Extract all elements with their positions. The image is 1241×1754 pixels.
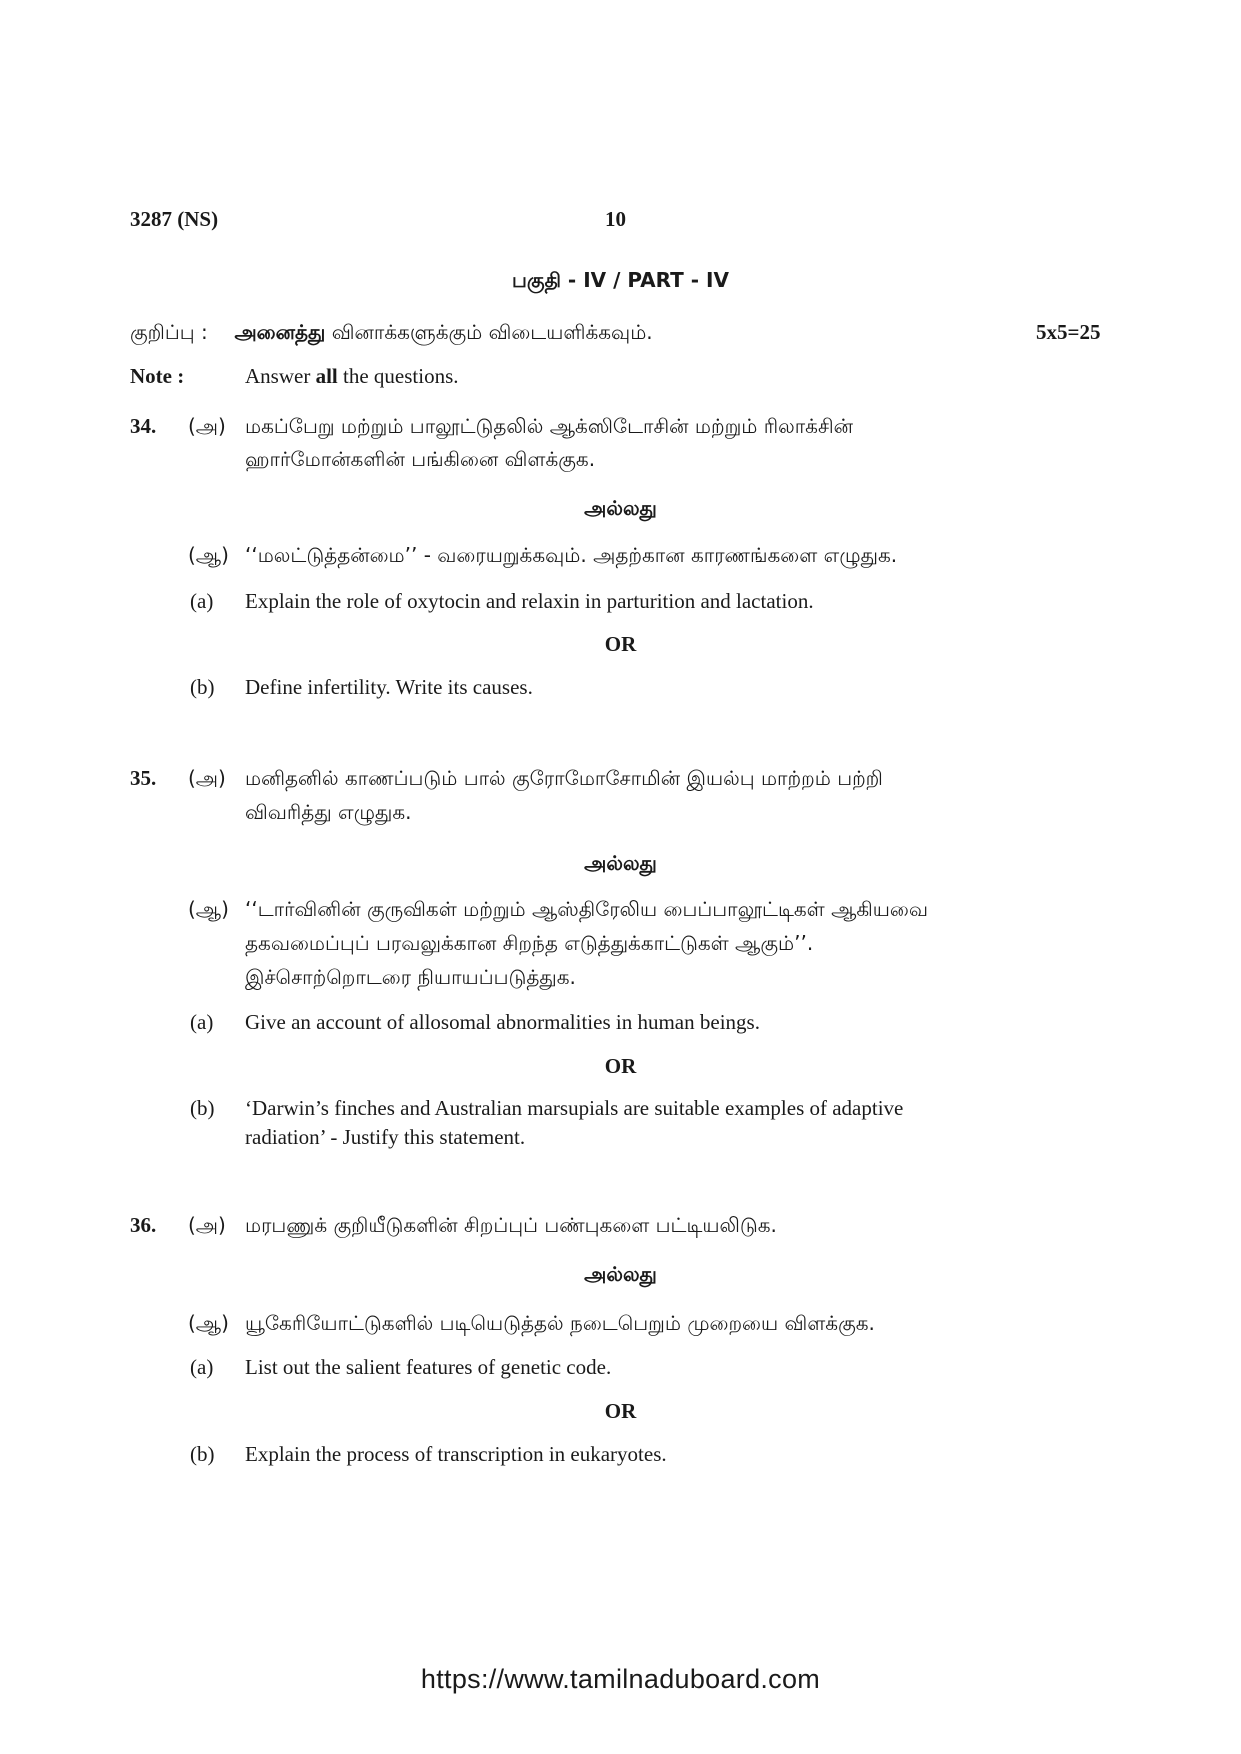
q34-a-label: (a) bbox=[190, 589, 214, 613]
part-title: பகுதி - IV / PART - IV bbox=[512, 268, 729, 292]
q35-tamil-b-line3: இச்சொற்றொடரை நியாயப்படுத்துக. bbox=[245, 965, 576, 989]
note-tamil-text: வினாக்களுக்கும் விடையளிக்கவும். bbox=[331, 320, 653, 344]
q36-a-text: List out the salient features of genetic code. bbox=[245, 1355, 612, 1379]
q35-or-tamil: அல்லது bbox=[584, 851, 657, 875]
paper-code: 3287 (NS) bbox=[130, 207, 219, 231]
q36-tamil-a-text: மரபணுக் குறியீடுகளின் சிறப்புப் பண்புகளை பட்டியலிடுக. bbox=[245, 1213, 777, 1237]
note-tamil-bold: அனைத்து bbox=[234, 320, 326, 344]
q36-or-tamil: அல்லது bbox=[584, 1262, 657, 1286]
q35-tamil-b-line2: தகவமைப்புப் பரவலுக்கான சிறந்த எடுத்துக்காட்டுகள் ஆகும்’’. bbox=[245, 931, 814, 955]
q36-a-label: (a) bbox=[190, 1355, 214, 1379]
q35-b-line2: radiation’ - Justify this statement. bbox=[245, 1125, 526, 1149]
marks-label: 5x5=25 bbox=[1036, 320, 1101, 344]
q35-or-english: OR bbox=[604, 1054, 637, 1078]
q34-tamil-a-line2: ஹார்மோன்களின் பங்கினை விளக்குக. bbox=[245, 447, 596, 471]
question-number-34: 34. bbox=[130, 414, 157, 438]
page-number: 10 bbox=[605, 207, 626, 231]
q36-or-english: OR bbox=[604, 1399, 637, 1423]
note-english-label: Note : bbox=[130, 364, 185, 388]
q35-tamil-a-line2: விவரித்து எழுதுக. bbox=[245, 800, 412, 824]
q34-tamil-b-label: (ஆ) bbox=[188, 543, 229, 567]
question-number-35: 35. bbox=[130, 766, 157, 790]
q35-a-label: (a) bbox=[190, 1010, 214, 1034]
note-tamil-label: குறிப்பு : bbox=[130, 320, 208, 344]
q36-tamil-b-text: யூகேரியோட்டுகளில் படியெடுத்தல் நடைபெறும் முறையை விளக்குக. bbox=[245, 1311, 875, 1335]
q35-tamil-a-line1: மனிதனில் காணப்படும் பால் குரோமோசோமின் இயல்பு மாற்றம் பற்றி bbox=[245, 766, 883, 790]
q34-or-english: OR bbox=[604, 632, 637, 656]
q35-a-text: Give an account of allosomal abnormalities in human beings. bbox=[245, 1010, 760, 1034]
q34-tamil-a-line1: மகப்பேறு மற்றும் பாலூட்டுதலில் ஆக்ஸிடோசின் மற்றும் ரிலாக்சின் bbox=[245, 414, 854, 438]
q35-b-label: (b) bbox=[190, 1096, 215, 1120]
q36-tamil-a-label: (அ) bbox=[188, 1213, 226, 1237]
q34-a-text: Explain the role of oxytocin and relaxin in parturition and lactation. bbox=[245, 589, 814, 613]
footer-url[interactable] bbox=[0, 1664, 1241, 1695]
note-english: Answer all the questions. bbox=[245, 364, 459, 388]
q34-b-label: (b) bbox=[190, 675, 215, 699]
q35-tamil-b-label: (ஆ) bbox=[188, 897, 229, 921]
q36-tamil-b-label: (ஆ) bbox=[188, 1311, 229, 1335]
q36-b-label: (b) bbox=[190, 1442, 215, 1466]
q34-tamil-b-text: ‘‘மலட்டுத்தன்மை’’ - வரையறுக்கவும். அதற்கான காரணங்களை எழுதுக. bbox=[245, 543, 898, 567]
q34-b-text: Define infertility. Write its causes. bbox=[245, 675, 533, 699]
q34-or-tamil: அல்லது bbox=[584, 496, 657, 520]
footer-link[interactable]: https://www.tamilnaduboard.com bbox=[420, 1664, 821, 1694]
q35-tamil-a-label: (அ) bbox=[188, 766, 226, 790]
note-tamil bbox=[130, 320, 653, 347]
q34-tamil-a-label: (அ) bbox=[188, 414, 226, 438]
question-number-36: 36. bbox=[130, 1213, 157, 1237]
q35-tamil-b-line1: ‘‘டார்வினின் குருவிகள் மற்றும் ஆஸ்திரேலிய பைப்பாலூட்டிகள் ஆகியவை bbox=[245, 897, 928, 921]
q35-b-line1: ‘Darwin’s finches and Australian marsupials are suitable examples of adaptive bbox=[245, 1096, 904, 1120]
q36-b-text: Explain the process of transcription in eukaryotes. bbox=[245, 1442, 667, 1466]
